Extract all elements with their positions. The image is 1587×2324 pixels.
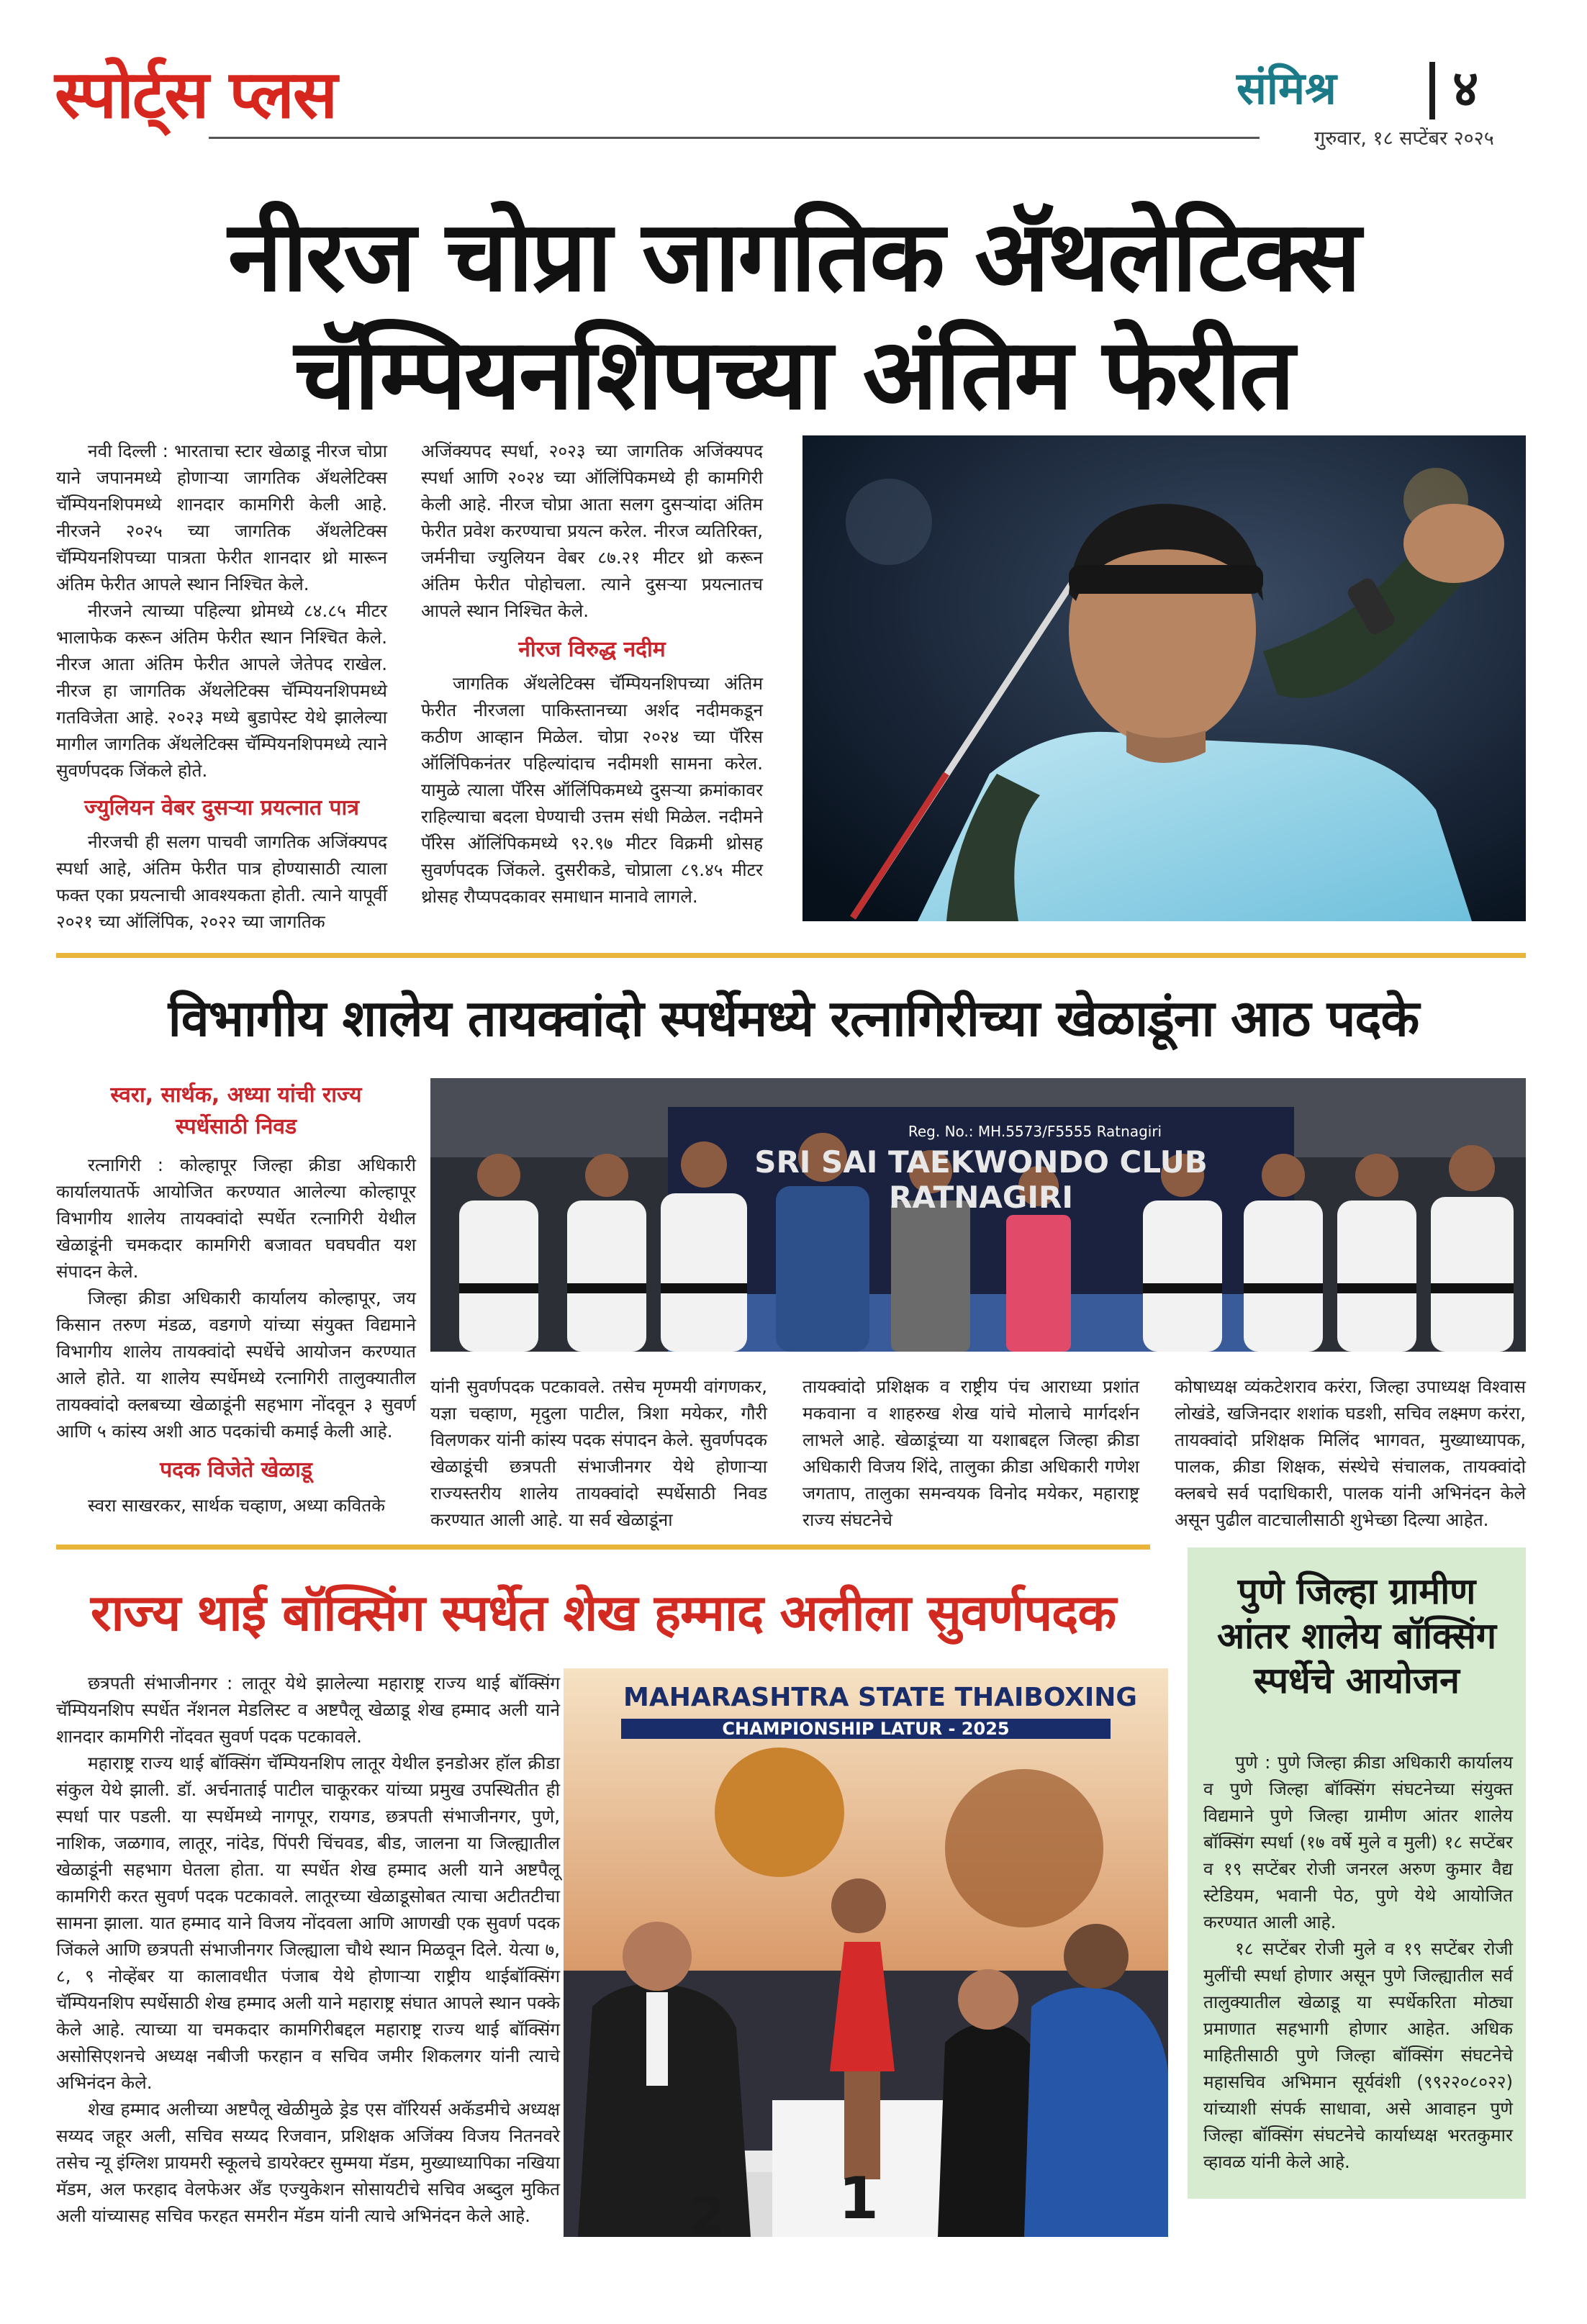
masthead-rule bbox=[209, 137, 1260, 139]
taekwondo-team-photo bbox=[430, 1078, 1526, 1352]
story1-subhead-nadeem: नीरज विरुद्ध नदीम bbox=[518, 637, 666, 662]
neeraj-chopra-photo bbox=[802, 435, 1526, 921]
story1-headline-line2: चॅम्पियनशिपच्या अंतिम फेरीत bbox=[294, 318, 1293, 432]
masthead-title: स्पोर्ट्स प्लस bbox=[55, 56, 337, 133]
podium-1-label: 1 bbox=[838, 2165, 879, 2232]
taekwondo-photo-reg: Reg. No.: MH.5573/F5555 Ratnagiri bbox=[908, 1123, 1162, 1140]
sidebar-body bbox=[1203, 1749, 1513, 2175]
story2-paragraph: तायक्वांदो प्रशिक्षक व राष्ट्रीय पंच आराध्या प्रशांत मकवाना व शाहरुख शेख यांचे मोलाचे मार्गदर्शन लाभले आहे. खेळाडूंच्या या यशाबद्दल जिल्हा क्रीडा अधिकारी विजय शिंदे, तालुका क्रीडा अधिकारी गणेश जगताप, तालुका समन्वयक विनोद मयेकर, महाराष्ट्र राज्य संघटनेचे bbox=[802, 1376, 1139, 1530]
story2-column-1 bbox=[56, 1080, 416, 1519]
section-divider-rule-2 bbox=[56, 1545, 1150, 1550]
sidebar-title: पुणे जिल्हा ग्रामीण आंतर शालेय बॉक्सिंग स्पर्धेचे आयोजन bbox=[1216, 1570, 1497, 1701]
neeraj-photo-art bbox=[802, 435, 1526, 921]
story2-column-3 bbox=[802, 1373, 1139, 1533]
story2-subhead-winners: पदक विजेते खेळाडू bbox=[160, 1457, 312, 1483]
story2-headline: विभागीय शालेय तायक्वांदो स्पर्धेमध्ये रत्नागिरीच्या खेळाडूंना आठ पदके bbox=[168, 989, 1419, 1048]
story1-paragraph: नीरजची ही सलग पाचवी जागतिक अजिंक्यपद स्पर्धा आहे, अंतिम फेरीत पात्र होण्यासाठी त्याला फक्त एका प्रयत्नाची आवश्यकता होती. त्याने यापूर्वी २०२१ च्या ऑलिंपिक, २०२२ च्या जागतिक bbox=[56, 831, 387, 932]
story3-paragraph: शेख हम्माद अलीच्या अष्टपैलू खेळीमुळे ड्रेड एस वॉरियर्स अकॅडमीचे अध्यक्ष सय्यद जहूर अली, सचिव सय्यद रिजवान, प्रशिक्षक अजिंक्य विजय नितनवरे तसेच न्यू इंग्लिश प्रायमरी स्कूलचे डायरेक्टर सुम्मया मॅडम, मुख्याध्यापिका नखिया मॅडम, अल फरहाद वेलफेअर अँड एज्युकेशन सोसायटीचे सचिव अब्दुल मुकित अली यांच्यासह सचिव फरहत समरीन मॅडम यांनी त्याचे अभिनंदन केले आहे. bbox=[56, 2099, 560, 2226]
story2-paragraph: यांनी सुवर्णपदक पटकावले. तसेच मृण्मयी वांगणकर, यज्ञा चव्हाण, मृदुला पाटील, त्रिशा मयेकर, गौरी विलणकर यांनी कांस्य पदक संपादन केले. सुवर्णपदक खेळाडूंची छत्रपती संभाजीनगर येथे होणाऱ्या राज्यस्तरीय शालेय तायक्वांदो स्पर्धेसाठी निवड करण्यात आली आहे. या सर्व खेळाडूंना bbox=[430, 1376, 767, 1530]
story1-headline-line1: नीरज चोप्रा जागतिक ॲथलेटिक्स bbox=[227, 200, 1360, 314]
story2-paragraph: कोषाध्यक्ष व्यंकटेशराव करंरा, जिल्हा उपाध्यक्ष विश्वास लोखंडे, खजिनदार शशांक घडशी, सचिव लक्ष्मण करंरा, तायक्वांदो प्रशिक्षक मिलिंद भागवत, मुख्याध्यापक, पालक, क्रीडा शिक्षक, संस्थेचे संचालक, तायक्वांदो क्लबचे सर्व पदाधिकारी, पालक यांनी अभिनंदन केले असून पुढील वाटचालीसाठी शुभेच्छा दिल्या आहेत. bbox=[1175, 1376, 1526, 1530]
story1-subhead-weber: ज्युलियन वेबर दुसऱ्या प्रयत्नात पात्र bbox=[84, 795, 359, 820]
story2-paragraph: जिल्हा क्रीडा अधिकारी कार्यालय कोल्हापूर, जय किसान तरुण मंडळ, वडगणे यांच्या संयुक्त विद्यमाने विभागीय शालेय तायक्वांदो स्पर्धेचे आयोजन करण्यात आले होते. या शालेय स्पर्धेमध्ये रत्नागिरी तालुक्यातील तायक्वांदो क्लबच्या खेळाडूंनी सहभाग नोंदवून ३ सुवर्ण आणि ५ कांस्य अशी आठ पदकांची कमाई केली आहे. bbox=[56, 1288, 416, 1442]
thai-boxing-photo-art bbox=[564, 1668, 1168, 2237]
issue-date: गुरुवार, १८ सप्टेंबर २०२५ bbox=[1314, 127, 1494, 150]
story2-paragraph: स्वरा साखरकर, सार्थक चव्हाण, अध्या कवितके bbox=[88, 1495, 385, 1516]
section-name: संमिश्र bbox=[1236, 62, 1337, 114]
story3-headline: राज्य थाई बॉक्सिंग स्पर्धेत शेख हम्माद अलीला सुवर्णपदक bbox=[90, 1583, 1116, 1642]
podium-2-label: 2 bbox=[689, 2187, 725, 2237]
story1-paragraph: जागतिक ॲथलेटिक्स चॅम्पियनशिपच्या अंतिम फेरीत नीरजला पाकिस्तानच्या अर्शद नदीमकडून कठीण आव्हान मिळेल. चोप्रा २०२४ च्या पॅरिस ऑलिंपिकनंतर पहिल्यांदाच नदीमशी सामना करेल. यामुळे त्याला पॅरिस ऑलिंपिकमध्ये दुसऱ्या क्रमांकावर राहिल्याचा बदला घेण्याची उत्तम संधी मिळेल. नदीमने पॅरिस ऑलिंपिकमध्ये ९२.९७ मीटर विक्रमी थ्रोसह सुवर्णपदक जिंकले. दुसरीकडे, चोप्राला ८९.४५ मीटर थ्रोसह रौप्यपदकावर समाधान मानावे लागले. bbox=[421, 673, 763, 907]
sidebar-paragraph: १८ सप्टेंबर रोजी मुले व १९ सप्टेंबर रोजी मुलींची स्पर्धा होणार असून पुणे जिल्ह्यातील सर्व तालुक्यातील खेळाडू या स्पर्धेकरिता मोठ्या प्रमाणात सहभागी होणार आहेत. अधिक माहितीसाठी पुणे जिल्हा बॉक्सिंग संघटनेचे महासचिव अभिमान सूर्यवंशी (९९२२०८०२२) यांच्याशी संपर्क साधावा, असे आवाहन पुणे जिल्हा बॉक्सिंग संघटनेचे कार्याध्यक्ष भरतकुमार व्हावळ यांनी केले आहे. bbox=[1203, 1938, 1513, 2172]
sidebar-paragraph: पुणे : पुणे जिल्हा क्रीडा अधिकारी कार्यालय व पुणे जिल्हा बॉक्सिंग संघटनेच्या संयुक्त विद्यमाने पुणे जिल्हा ग्रामीण आंतर शालेय बॉक्सिंग स्पर्धा (१७ वर्षे मुले व मुली) १८ सप्टेंबर व १९ सप्टेंबर रोजी जनरल अरुण कुमार वैद्य स्टेडियम, भवानी पेठ, पुणे येथे आयोजित करण्यात आली आहे. bbox=[1203, 1752, 1513, 1932]
section-divider-rule bbox=[56, 953, 1526, 958]
story3-column bbox=[56, 1670, 560, 2229]
taekwondo-photo-banner: SRI SAI TAEKWONDO CLUB RATNAGIRI bbox=[754, 1144, 1208, 1215]
story1-paragraph: नवी दिल्ली : भारताचा स्टार खेळाडू नीरज चोप्रा याने जपानमध्ये होणाऱ्या जागतिक ॲथलेटिक्स चॅम्पियनशिपमध्ये शानदार कामगिरी केली आहे. नीरजने २०२५ च्या जागतिक ॲथलेटिक्स चॅम्पियनशिपच्या पात्रता फेरीत शानदार थ्रो मारून अंतिम फेरीत आपले स्थान निश्चित केले. bbox=[56, 440, 387, 594]
story2-paragraph: रत्नागिरी : कोल्हापूर जिल्हा क्रीडा अधिकारी कार्यालयातर्फे आयोजित करण्यात आलेल्या कोल्हापूर विभागीय शालेय तायक्वांदो स्पर्धेत रत्नागिरी येथील खेळाडूंनी चमकदार कामगिरी बजावत घवघवीत यश संपादन केले. bbox=[56, 1154, 416, 1282]
story1-column-1 bbox=[56, 438, 387, 935]
thai-boxing-photo bbox=[564, 1668, 1168, 2237]
story1-paragraph: नीरजने त्याच्या पहिल्या थ्रोमध्ये ८४.८५ मीटर भालाफेक करून अंतिम फेरीत स्थान निश्चित केले. नीरज आता अंतिम फेरीत आपले जेतेपद राखेल. नीरज हा जागतिक ॲथलेटिक्स चॅम्पियनशिपमध्ये गतविजेता आहे. २०२३ मध्ये बुडापेस्ट येथे झालेल्या मागील जागतिक ॲथलेटिक्स चॅम्पियनशिपमध्ये त्याने सुवर्णपदक जिंकले होते. bbox=[56, 600, 387, 781]
story1-column-2 bbox=[421, 438, 763, 910]
story3-paragraph: छत्रपती संभाजीनगर : लातूर येथे झालेल्या महाराष्ट्र राज्य थाई बॉक्सिंग चॅम्पियनशिप स्पर्धेत नॅशनल मेडलिस्ट व अष्टपैलू खेळाडू शेख हम्माद अली याने शानदार कामगिरी नोंदवत सुवर्ण पदक पटकावले. bbox=[56, 1673, 560, 1747]
page-number: ४ bbox=[1452, 59, 1479, 118]
thai-boxing-banner-subtitle: CHAMPIONSHIP LATUR - 2025 bbox=[621, 1719, 1111, 1739]
page-divider bbox=[1429, 62, 1435, 119]
story3-paragraph: महाराष्ट्र राज्य थाई बॉक्सिंग चॅम्पियनशिप लातूर येथील इनडोअर हॉल क्रीडा संकुल येथे झाली. डॉ. अर्चनाताई पाटील चाकूरकर यांच्या प्रमुख उपस्थितीत ही स्पर्धा पार पडली. या स्पर्धेमध्ये नागपूर, रायगड, छत्रपती संभाजीनगर, पुणे, नाशिक, जळगाव, लातूर, नांदेड, पिंपरी चिंचवड, बीड, जालना या जिल्ह्यातील खेळाडूंनी सहभाग घेतला होता. या स्पर्धेत शेख हम्माद अली याने अष्टपैलू कामगिरी करत सुवर्ण पदक पटकावले. लातूरच्या खेळाडूसोबत त्याचा अटीतटीचा सामना झाला. यात हम्माद याने विजय नोंदवला आणि आणखी एक सुवर्ण पदक जिंकले आणि छत्रपती संभाजीनगर जिल्ह्याला चौथे स्थान मिळवून दिले. येत्या ७, ८, ९ नोव्हेंबर या कालावधीत पंजाब येथे होणाऱ्या राष्ट्रीय थाईबॉक्सिंग चॅम्पियनशिप स्पर्धेसाठी शेख हम्माद अली याने महाराष्ट्र संघात आपले स्थान पक्के केले आहे. त्याच्या या चमकदार कामगिरीबद्दल महाराष्ट्र राज्य थाई बॉक्सिंग असोसिएशनचे अध्यक्ष नबीजी फरहान व सचिव जमीर शिकलगर यांनी त्याचे अभिनंदन केले. bbox=[56, 1753, 560, 2093]
thai-boxing-banner-title: MAHARASHTRA STATE THAIBOXING bbox=[623, 1683, 1137, 1712]
story2-column-2 bbox=[430, 1373, 767, 1533]
story2-subhead: स्वरा, सार्थक, अध्या यांची राज्य स्पर्धेसाठी निवड bbox=[110, 1082, 362, 1139]
taekwondo-photo-art bbox=[430, 1078, 1526, 1352]
story1-paragraph: अजिंक्यपद स्पर्धा, २०२३ च्या जागतिक अजिंक्यपद स्पर्धा आणि २०२४ च्या ऑलिंपिकमध्ये ही कामगिरी केली आहे. नीरज चोप्रा आता सलग दुसऱ्यांदा अंतिम फेरीत प्रवेश करण्याचा प्रयत्न करेल. नीरज व्यतिरिक्त, जर्मनीचा ज्युलियन वेबर ८७.२१ मीटर थ्रो करून अंतिम फेरीत पोहोचला. त्याने दुसऱ्या प्रयत्नातच आपले स्थान निश्चित केले. bbox=[421, 440, 763, 621]
story2-column-4 bbox=[1175, 1373, 1526, 1533]
